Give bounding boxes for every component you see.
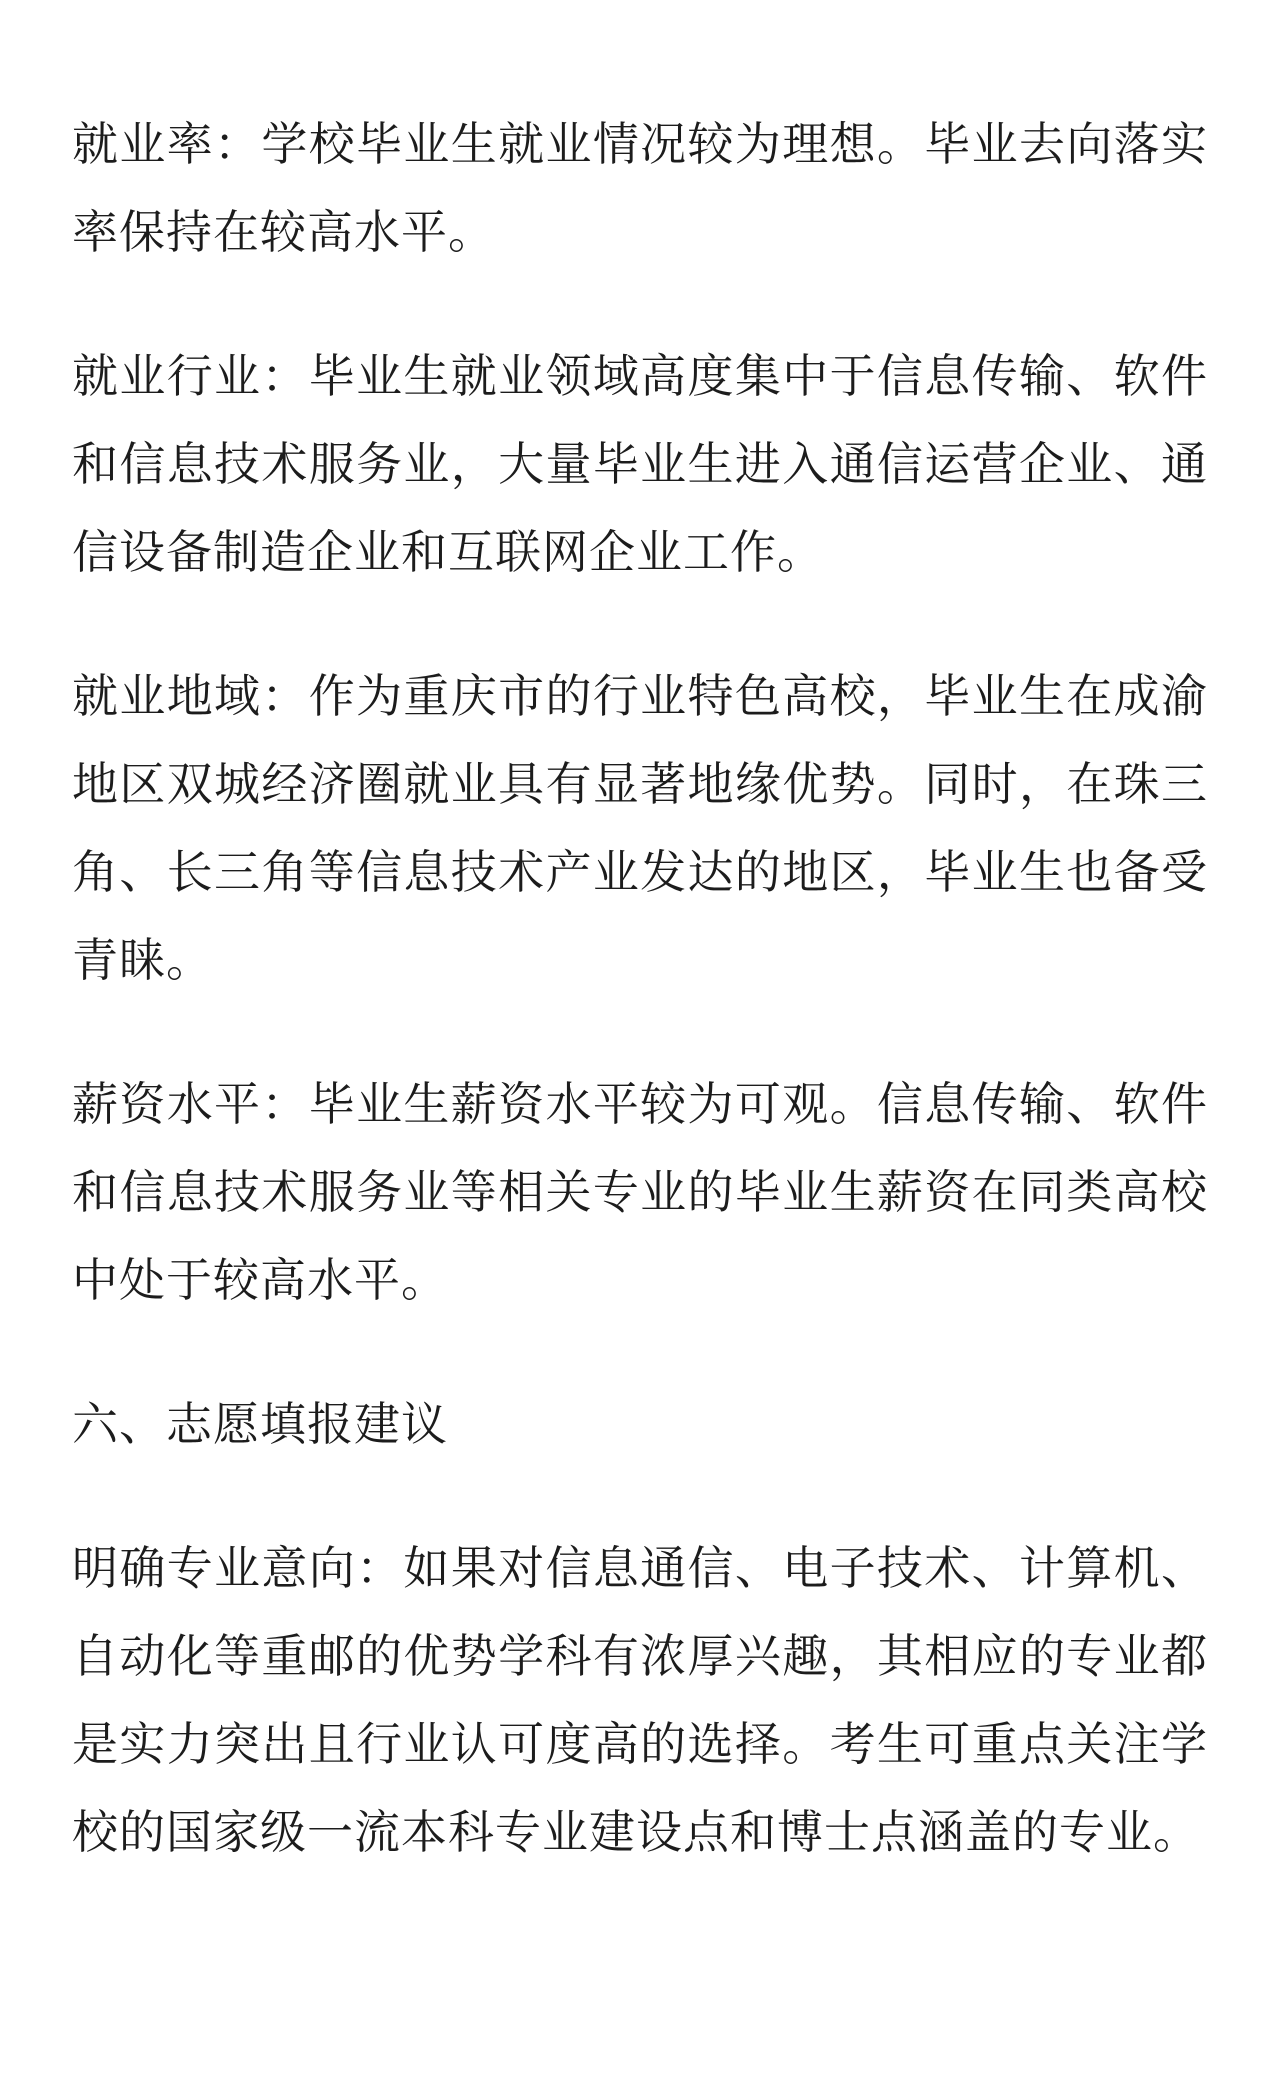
section-heading: 六、志愿填报建议: [72, 1397, 448, 1451]
paragraph-salary-level: 薪资水平：毕业生薪资水平较为可观。信息传输、软件和信息技术服务业等相关专业的毕业生薪资在同类高校中处于较高水平。: [72, 1077, 1208, 1307]
paragraph-employment-rate: 就业率：学校毕业生就业情况较为理想。毕业去向落实率保持在较高水平。: [72, 117, 1208, 259]
paragraph-advice: 明确专业意向：如果对信息通信、电子技术、计算机、自动化等重邮的优势学科有浓厚兴趣，其相应的专业都是实力突出且行业认可度高的选择。考生可重点关注学校的国家级一流本科专业建设点和博士点涵盖的专业。: [72, 1541, 1208, 1859]
paragraph-employment-region: 就业地域：作为重庆市的行业特色高校，毕业生在成渝地区双城经济圈就业具有显著地缘优势。同时，在珠三角、长三角等信息技术产业发达的地区，毕业生也备受青睐。: [72, 669, 1208, 987]
paragraph-employment-industry: 就业行业：毕业生就业领域高度集中于信息传输、软件和信息技术服务业，大量毕业生进入通信运营企业、通信设备制造企业和互联网企业工作。: [72, 349, 1208, 579]
